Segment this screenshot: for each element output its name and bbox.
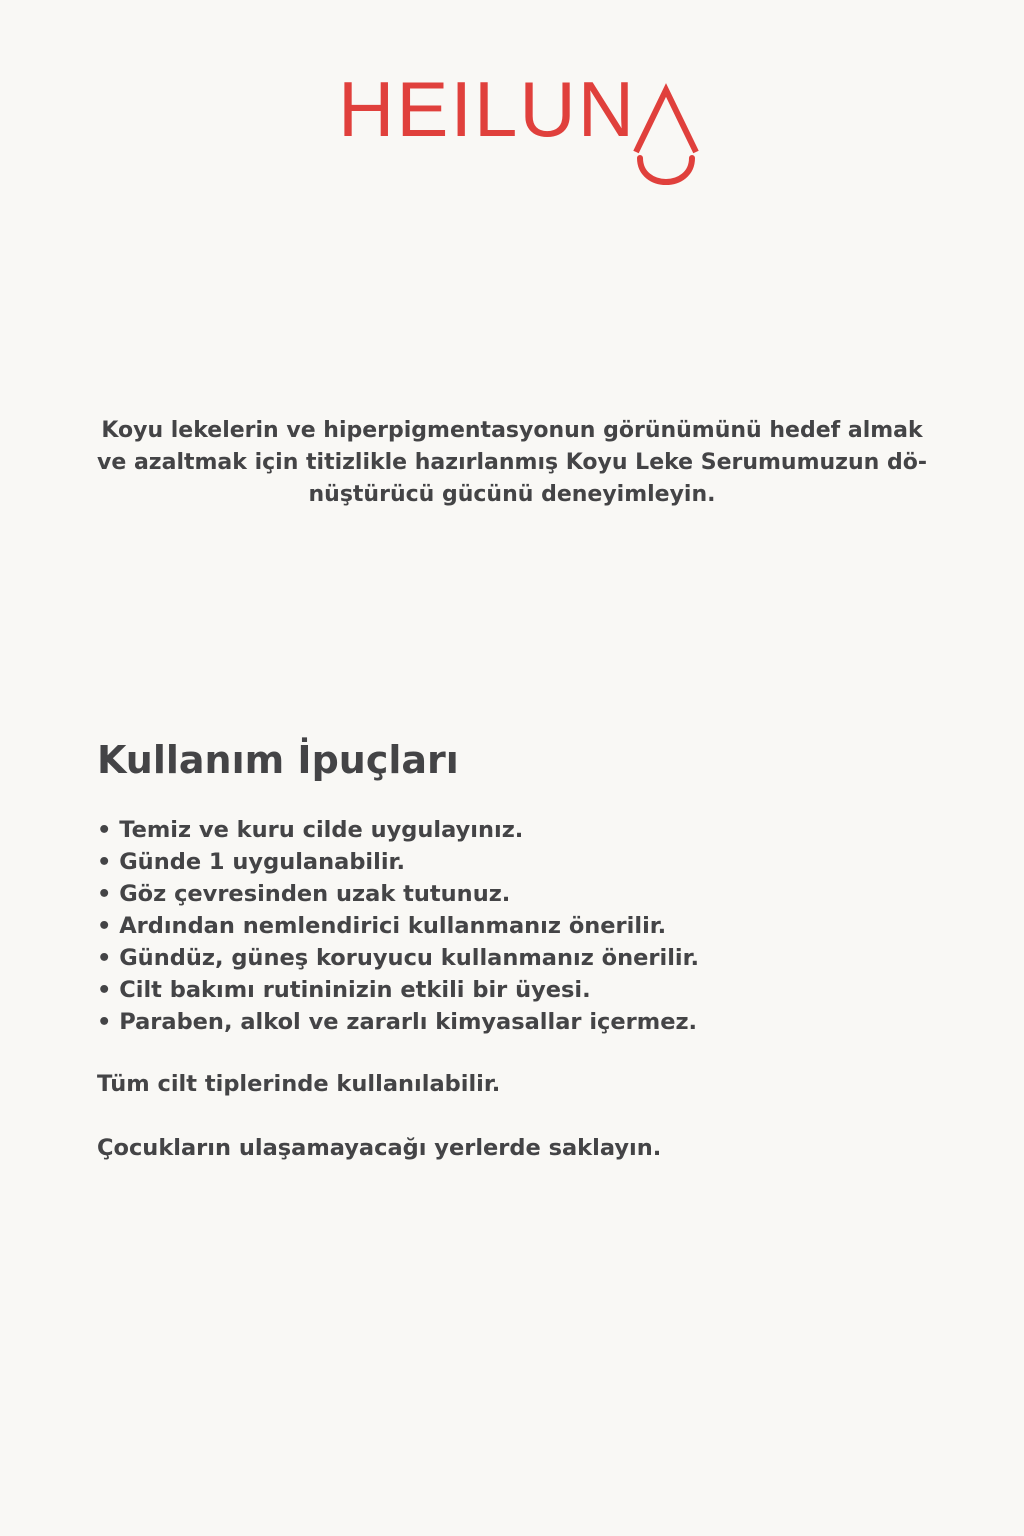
brand-wordmark: HEILUN [338,65,637,153]
tip-item: • Ardından nemlendirici kullanmanız önerilir. [97,910,699,942]
usage-tips-title: Kullanım İpuçları [97,738,459,782]
tip-item: • Göz çevresinden uzak tutunuz. [97,878,699,910]
intro-line: Koyu lekelerin ve hiperpigmentasyonun görünümünü hedef almak [101,418,923,443]
usage-tips-list [97,814,699,1038]
brand-logo [330,65,710,190]
tip-item: • Temiz ve kuru cilde uygulayınız. [97,814,699,846]
tip-item: • Gündüz, güneş koruyucu kullanmanız önerilir. [97,942,699,974]
tip-item: • Günde 1 uygulanabilir. [97,846,699,878]
tip-item: • Paraben, alkol ve zararlı kimyasallar içermez. [97,1006,699,1038]
tip-item: • Cilt bakımı rutininizin etkili bir üyesi. [97,974,699,1006]
intro-line: nüştürücü gücünü deneyimleyin. [308,482,716,507]
skin-type-note: Tüm cilt tiplerinde kullanılabilir. [97,1071,501,1097]
intro-line: ve azaltmak için titizlikle hazırlanmış Koyu Leke Serumumuzun dö- [97,450,927,475]
water-drop-icon [630,78,702,188]
child-safety-note: Çocukların ulaşamayacağı yerlerde saklayın. [97,1135,662,1161]
intro-paragraph [40,415,984,511]
